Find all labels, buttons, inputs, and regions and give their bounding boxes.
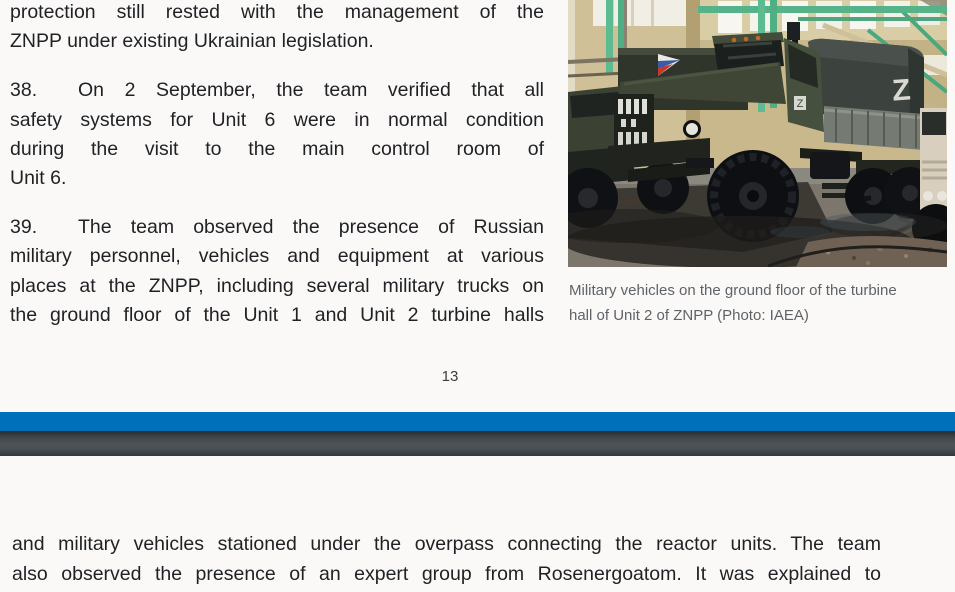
paragraph-number: 38. [10,79,38,102]
text-line: also observed the presence of an expert group from Rosenergoatom. It was explained to [12,562,881,585]
caption-line: Military vehicles on the ground floor of the turbine [569,282,897,299]
text-line-rest: The team observed the presence of Russian [78,216,544,239]
military-trucks-illustration [568,0,947,267]
turbine-hall-photo [568,0,947,267]
text-line [10,76,544,105]
paragraphs-column [10,0,544,350]
photo-z-marking: Z [891,73,912,108]
text-line: protection still rested with the management of the [10,1,544,23]
text-line [10,213,544,242]
body-text [12,530,881,589]
document-page-14 [0,456,955,592]
paragraph-continued [10,0,544,56]
text-line-rest: On 2 September, the team verified that all [78,79,544,102]
text-line: and military vehicles stationed under the overpass connecting the reactor units. The team [12,533,881,555]
paragraph-39 [10,213,544,330]
text-line: Unit 6. [10,167,67,190]
cab-z-sticker: Z [796,98,804,110]
caption-line: hall of Unit 2 of ZNPP (Photo: IAEA) [569,306,809,324]
text-line: military personnel, vehicles and equipment at various [10,245,544,268]
text-line: during the visit to the main control room of [10,137,544,160]
paragraph-38 [10,76,544,193]
text-line: places at the ZNPP, including several military trucks on [10,274,544,297]
figure-caption [569,279,897,328]
text-line: the ground floor of the Unit 1 and Unit 2 turbine halls [10,303,544,326]
paragraph-number: 39. [10,216,38,239]
text-line: ZNPP under existing Ukrainian legislation. [10,30,374,53]
text-line: safety systems for Unit 6 were in normal condition [10,108,544,131]
pages-gap [0,431,955,456]
page-footer-accent-bar [0,412,955,431]
page-number: 13 [441,368,459,385]
